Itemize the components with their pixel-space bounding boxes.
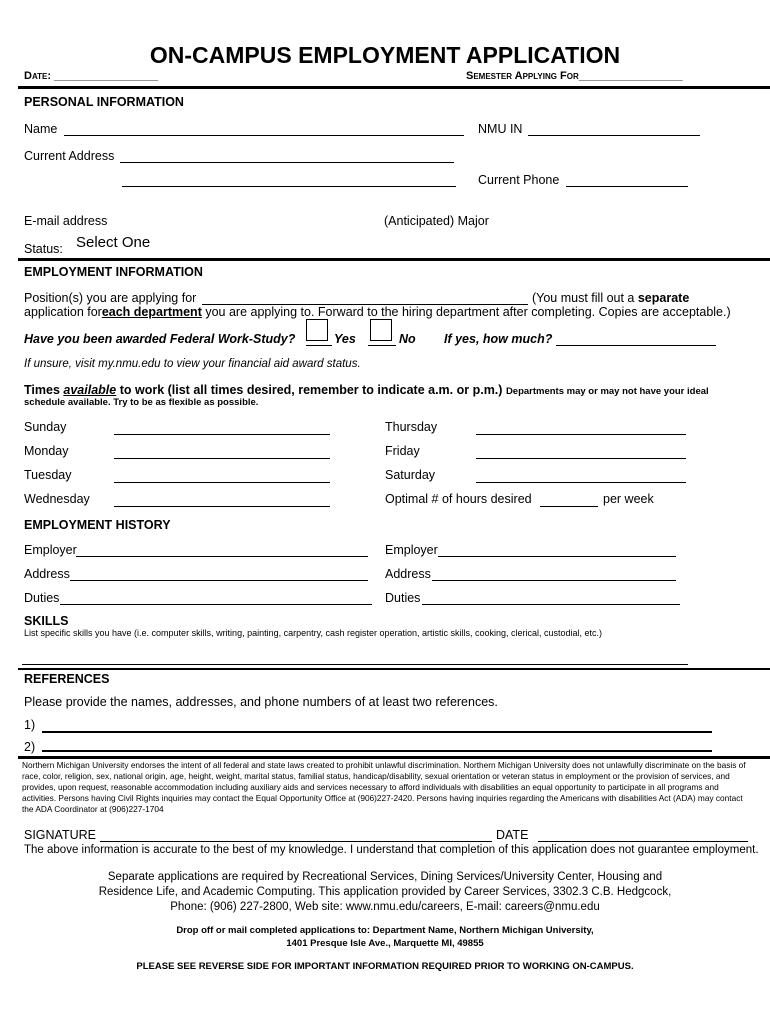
optimal-hours-field[interactable] [540, 506, 598, 507]
personal-heading: PERSONAL INFORMATION [24, 95, 184, 109]
unsure-note: If unsure, visit my.nmu.edu to view your financial aid award status. [24, 358, 361, 370]
reverse-side-note: PLEASE SEE REVERSE SIDE FOR IMPORTANT INFORMATION REQUIRED PRIOR TO WORKING ON-CAMPUS. [136, 961, 634, 972]
skills-note: List specific skills you have (i.e. computer skills, writing, painting, carpentry, cash register operation, artistic skills, cooking, clerical, custodial, etc.) [24, 628, 603, 638]
day-label-saturday: Saturday [385, 468, 436, 482]
history-heading: EMPLOYMENT HISTORY [24, 518, 171, 532]
day-field-sunday[interactable] [114, 434, 330, 435]
reference-number-1: 1) [24, 718, 36, 732]
employer-field-2[interactable] [438, 556, 676, 557]
email-label: E-mail address [24, 214, 108, 228]
position-label: Position(s) you are applying for [24, 291, 197, 305]
signature-label: SIGNATURE [24, 828, 96, 842]
references-instruction: Please provide the names, addresses, and phone numbers of at least two references. [24, 695, 498, 709]
skills-field[interactable] [22, 664, 688, 665]
address-field-2[interactable] [122, 186, 456, 187]
duties-label-2: Duties [385, 591, 421, 605]
workstudy-yes-checkbox[interactable] [306, 319, 328, 341]
status-select[interactable]: Select One [76, 234, 151, 251]
yes-label: Yes [334, 332, 356, 346]
major-label: (Anticipated) Major [384, 214, 489, 228]
howmuch-field[interactable] [556, 345, 716, 346]
address-label: Current Address [24, 149, 115, 163]
nmu-in-label: NMU IN [478, 122, 523, 136]
separate-applications-note: Separate applications are required by Recreational Services, Dining Services/University Center, Housing and Residence Life, and Academic Computing. This application provided by Career Services, 3302.3 C.B. Hedgcock, Phone: (906) 227-2800, Web site: www.nmu.edu/careers, E-mail: careers@nmu.edu [98, 871, 672, 913]
yes-underline [306, 345, 332, 346]
address-field-1[interactable] [120, 162, 454, 163]
position-note: (You must fill out a separate [532, 291, 690, 305]
name-field[interactable] [64, 135, 464, 136]
day-field-wednesday[interactable] [114, 506, 330, 507]
day-label-wednesday: Wednesday [24, 492, 90, 506]
day-field-monday[interactable] [114, 458, 330, 459]
name-label: Name [24, 122, 58, 136]
header-rule [18, 86, 770, 89]
section-rule-references [18, 668, 770, 670]
day-label-sunday: Sunday [24, 420, 67, 434]
employment-heading: EMPLOYMENT INFORMATION [24, 265, 203, 279]
times-subtext: schedule available. Try to be as flexible as possible. [24, 397, 259, 408]
signature-statement: The above information is accurate to the best of my knowledge. I understand that completion of this application does not guarantee employment. [24, 844, 759, 856]
day-label-thursday: Thursday [385, 420, 438, 434]
employer-field-1[interactable] [76, 556, 368, 557]
section-rule-employment [18, 258, 770, 261]
date-label: Date: _________________ [24, 70, 159, 82]
history-address-field-2[interactable] [432, 580, 676, 581]
history-address-label-2: Address [385, 567, 431, 581]
references-heading: REFERENCES [24, 672, 110, 686]
day-field-tuesday[interactable] [114, 482, 330, 483]
day-label-tuesday: Tuesday [24, 468, 72, 482]
page-title: ON-CAMPUS EMPLOYMENT APPLICATION [149, 42, 621, 68]
history-address-field-1[interactable] [70, 580, 368, 581]
phone-label: Current Phone [478, 173, 560, 187]
day-field-thursday[interactable] [476, 434, 686, 435]
semester-field[interactable]: _________________ [578, 70, 683, 82]
reference-number-2: 2) [24, 740, 36, 754]
per-week-label: per week [603, 492, 654, 506]
workstudy-question: Have you been awarded Federal Work-Study? [24, 332, 296, 346]
day-label-friday: Friday [385, 444, 420, 458]
no-label: No [399, 332, 416, 346]
no-underline [368, 345, 396, 346]
duties-field-2[interactable] [422, 604, 680, 605]
employer-label-1: Employer [24, 543, 77, 557]
optimal-hours-label: Optimal # of hours desired [385, 492, 532, 506]
legal-notice: Northern Michigan University endorses the intent of all federal and state laws created to prohibit unlawful discrimination. Northern Michigan University does not unlawfully discriminate on the basis of race, color, religion, sex, national origin, age, height, weight, marital status, familial status, handicap/disability, sexual orientation or veteran status in employment or the provision of services, and provides, upon request, reasonable accommodation including auxiliary aids and services necessary to afford individuals with disabilities an equal opportunity to participate in all programs and activities. Persons having Civil Rights inquiries may contact the Equal Opportunity Office at (906)227-2420. Persons having inquiries regarding the Americans with disabilities Act (ADA) may contact the ADA Coordinator at (906)227-1704 [22, 760, 746, 814]
day-field-friday[interactable] [476, 458, 686, 459]
signature-date-label: DATE [496, 828, 529, 842]
history-address-label-1: Address [24, 567, 70, 581]
duties-label-1: Duties [24, 591, 60, 605]
times-heading: Times available to work (list all times desired, remember to indicate a.m. or p.m.) Departments may or may not have your ideal [24, 383, 709, 397]
position-note-line2: application foreach department you are applying to. Forward to the hiring department after completing. Copies are acceptable.) [24, 305, 731, 319]
status-label: Status: [24, 242, 63, 256]
phone-field[interactable] [566, 186, 688, 187]
skills-heading: SKILLS [24, 614, 69, 628]
dropoff-note: Drop off or mail completed applications to: Department Name, Northern Michigan University, 1401 Presque Isle Ave., Marquette MI, 49855 [176, 925, 594, 949]
day-field-saturday[interactable] [476, 482, 686, 483]
date-field[interactable]: _________________ [54, 70, 159, 82]
signature-date-field[interactable] [538, 841, 748, 842]
workstudy-no-checkbox[interactable] [370, 319, 392, 341]
day-label-monday: Monday [24, 444, 69, 458]
howmuch-label: If yes, how much? [444, 332, 553, 346]
duties-field-1[interactable] [60, 604, 372, 605]
semester-label: Semester Applying For_________________ [466, 70, 683, 82]
signature-field[interactable] [100, 841, 492, 842]
nmu-in-field[interactable] [528, 135, 700, 136]
reference-field-1[interactable] [42, 731, 712, 733]
employer-label-2: Employer [385, 543, 438, 557]
reference-field-2[interactable] [42, 750, 712, 752]
section-rule-legal [18, 756, 770, 759]
